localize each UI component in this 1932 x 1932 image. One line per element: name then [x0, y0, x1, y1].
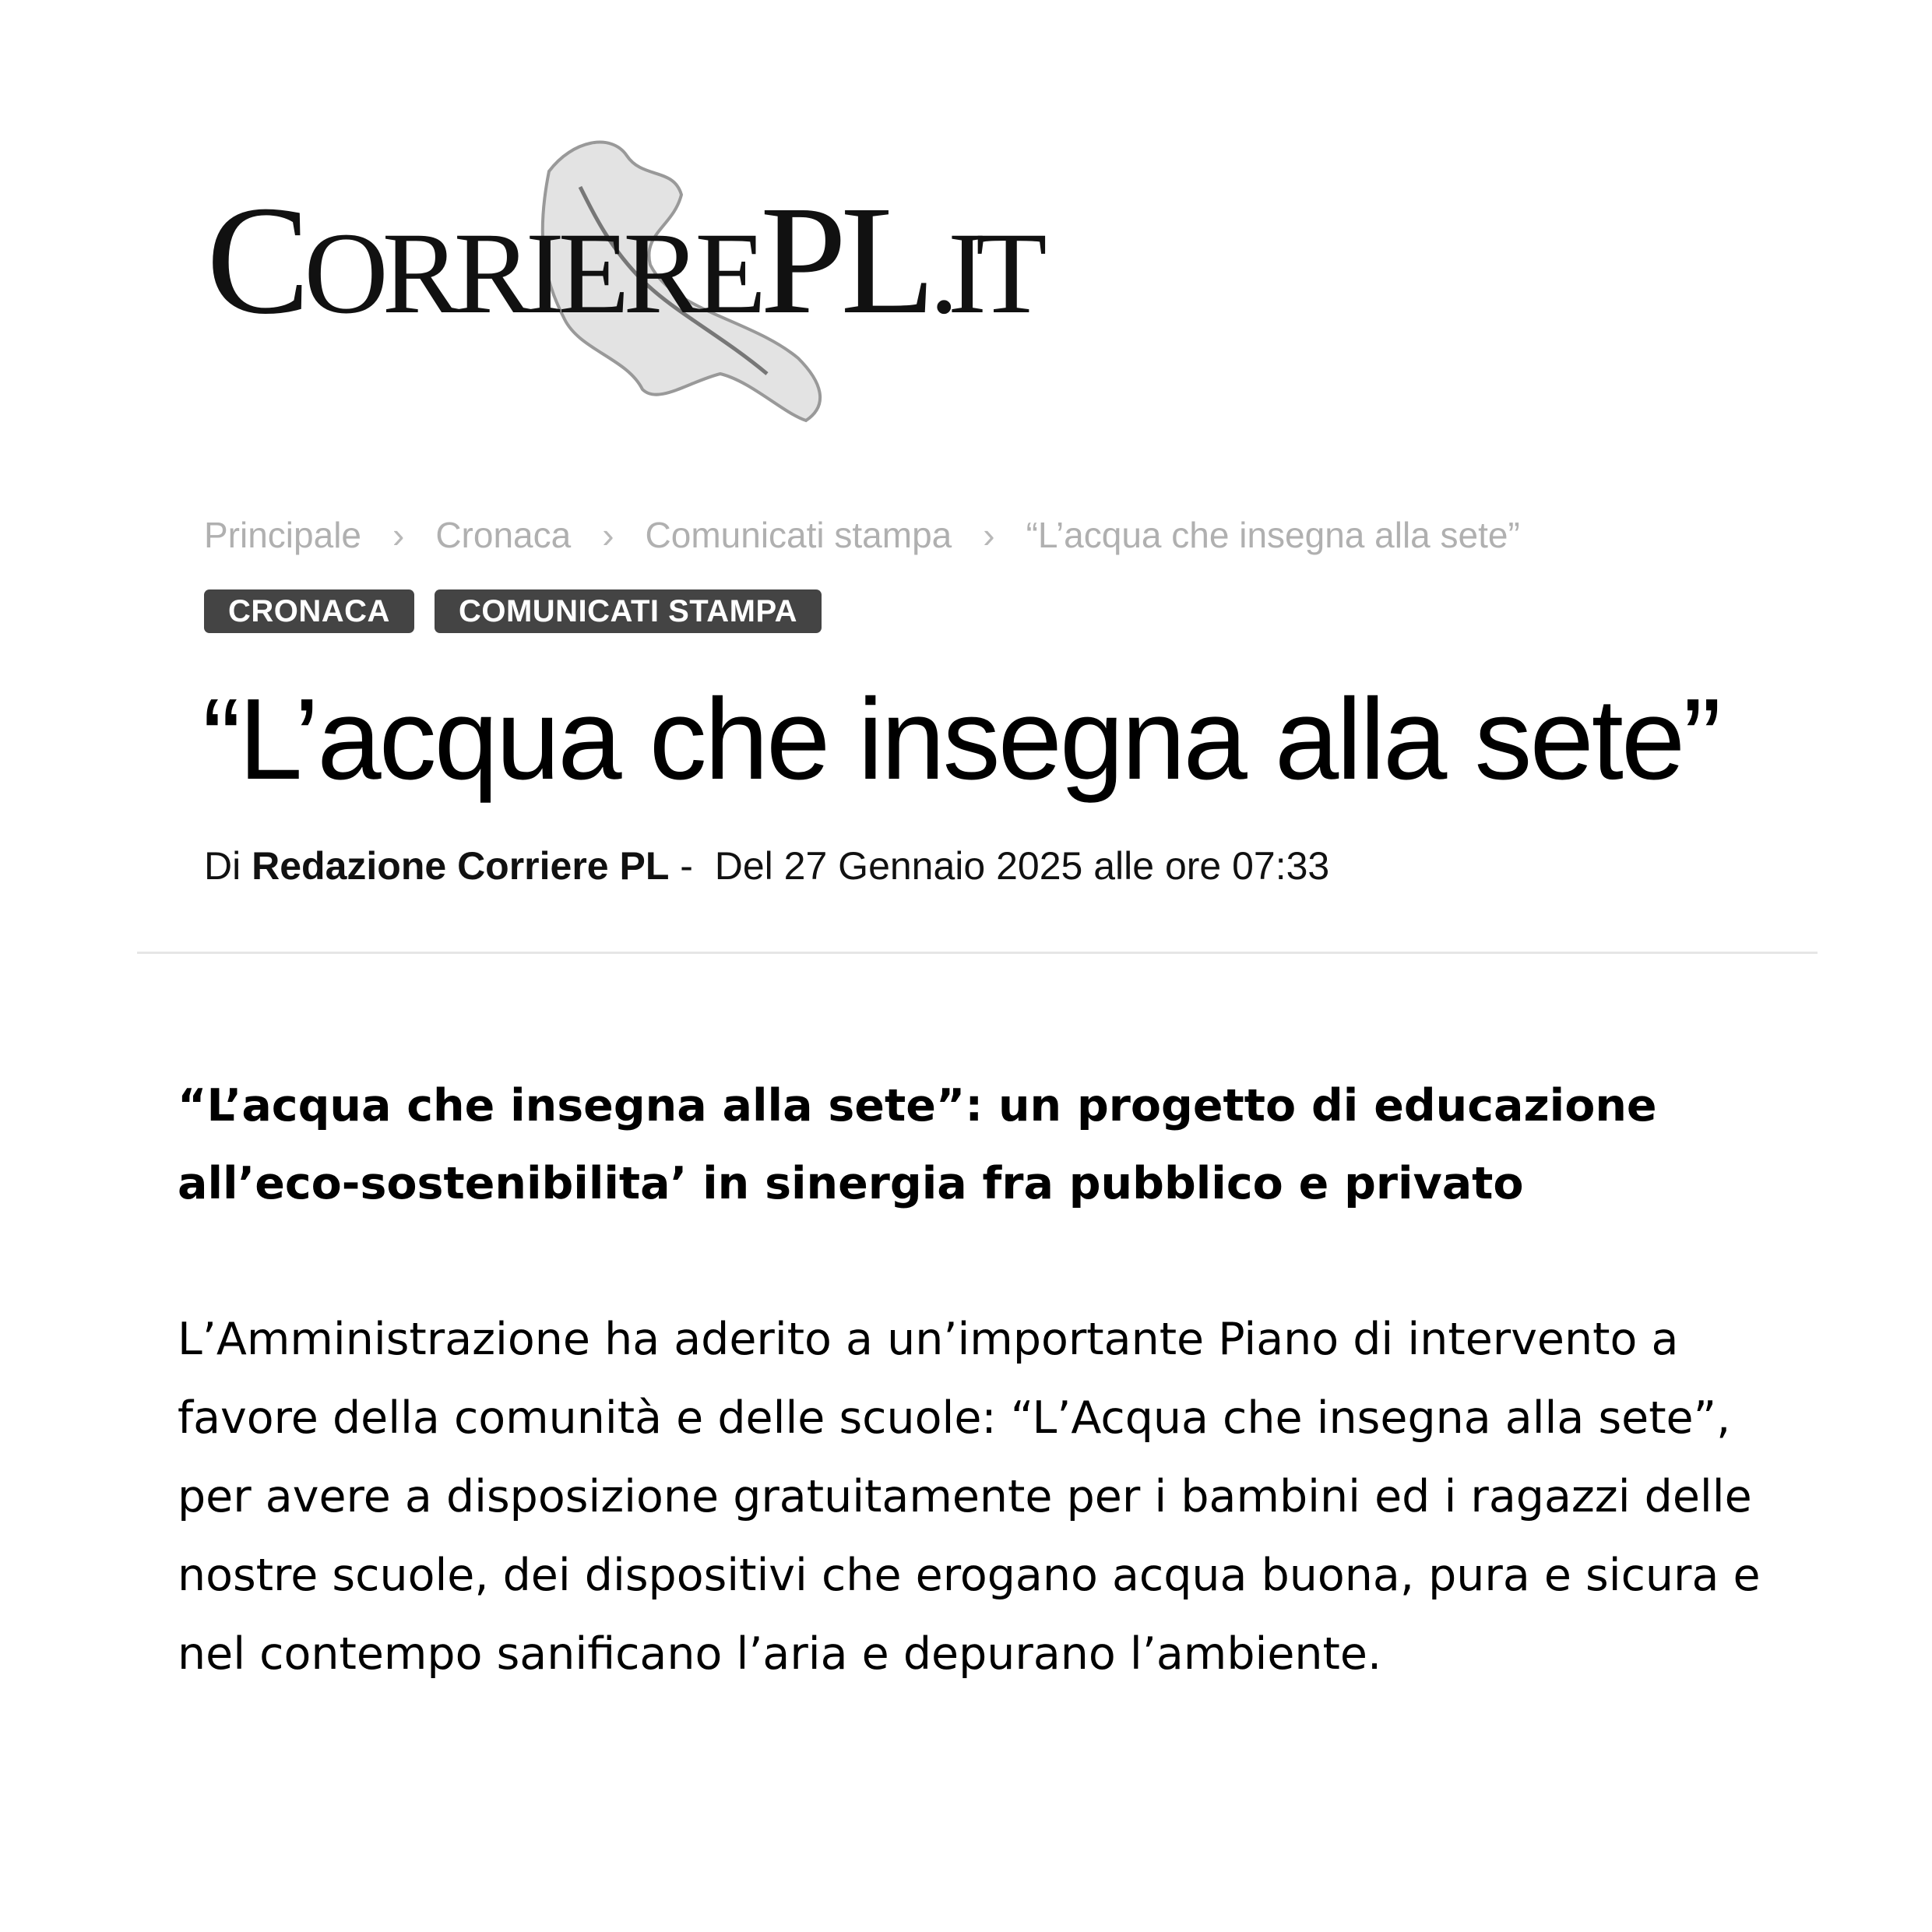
logo-wordmark: CORRIEREPL.IT: [206, 174, 1036, 347]
article-body: L’Amministrazione ha aderito a un’importante Piano di intervento a favore della comunità e delle scuole: “L’Acqua che insegna alla sete”, per avere a disposizione gratuitamente per i bambini ed i ragazzi delle nostre scuole, dei dispositivi che erogano acqua buona, pura e sicura e nel contempo sanificano l’aria e depurano l’ambiente.: [178, 1314, 1761, 1680]
author-link[interactable]: Redazione Corriere PL: [252, 844, 670, 888]
site-logo[interactable]: [206, 125, 1110, 436]
breadcrumb-separator: ›: [602, 515, 614, 555]
breadcrumb-item-principale[interactable]: Principale: [204, 515, 361, 555]
category-tags: [204, 589, 822, 633]
tag-comunicati-stampa[interactable]: COMUNICATI STAMPA: [435, 589, 822, 633]
tag-cronaca[interactable]: CRONACA: [204, 589, 414, 633]
article-byline: [204, 843, 1329, 889]
publish-date: Del 27 Gennaio 2025 alle ore 07:33: [714, 844, 1330, 888]
article-title: “L’acqua che insegna alla sete”: [202, 675, 1719, 804]
byline-dash: -: [680, 844, 693, 888]
breadcrumb: [204, 514, 1520, 556]
article-subtitle: “L’acqua che insegna alla sete”: un progetto di educazione all’eco-sostenibilita’ in sinergia fra pubblico e privato: [178, 1080, 1657, 1209]
breadcrumb-item-comunicati-stampa[interactable]: Comunicati stampa: [645, 515, 952, 555]
breadcrumb-item-cronaca[interactable]: Cronaca: [435, 515, 572, 555]
breadcrumb-separator: ›: [392, 515, 405, 555]
byline-prefix: Di: [204, 844, 241, 888]
divider: [137, 952, 1818, 954]
breadcrumb-item-current: “L’acqua che insegna alla sete”: [1026, 515, 1520, 555]
breadcrumb-separator: ›: [983, 515, 995, 555]
